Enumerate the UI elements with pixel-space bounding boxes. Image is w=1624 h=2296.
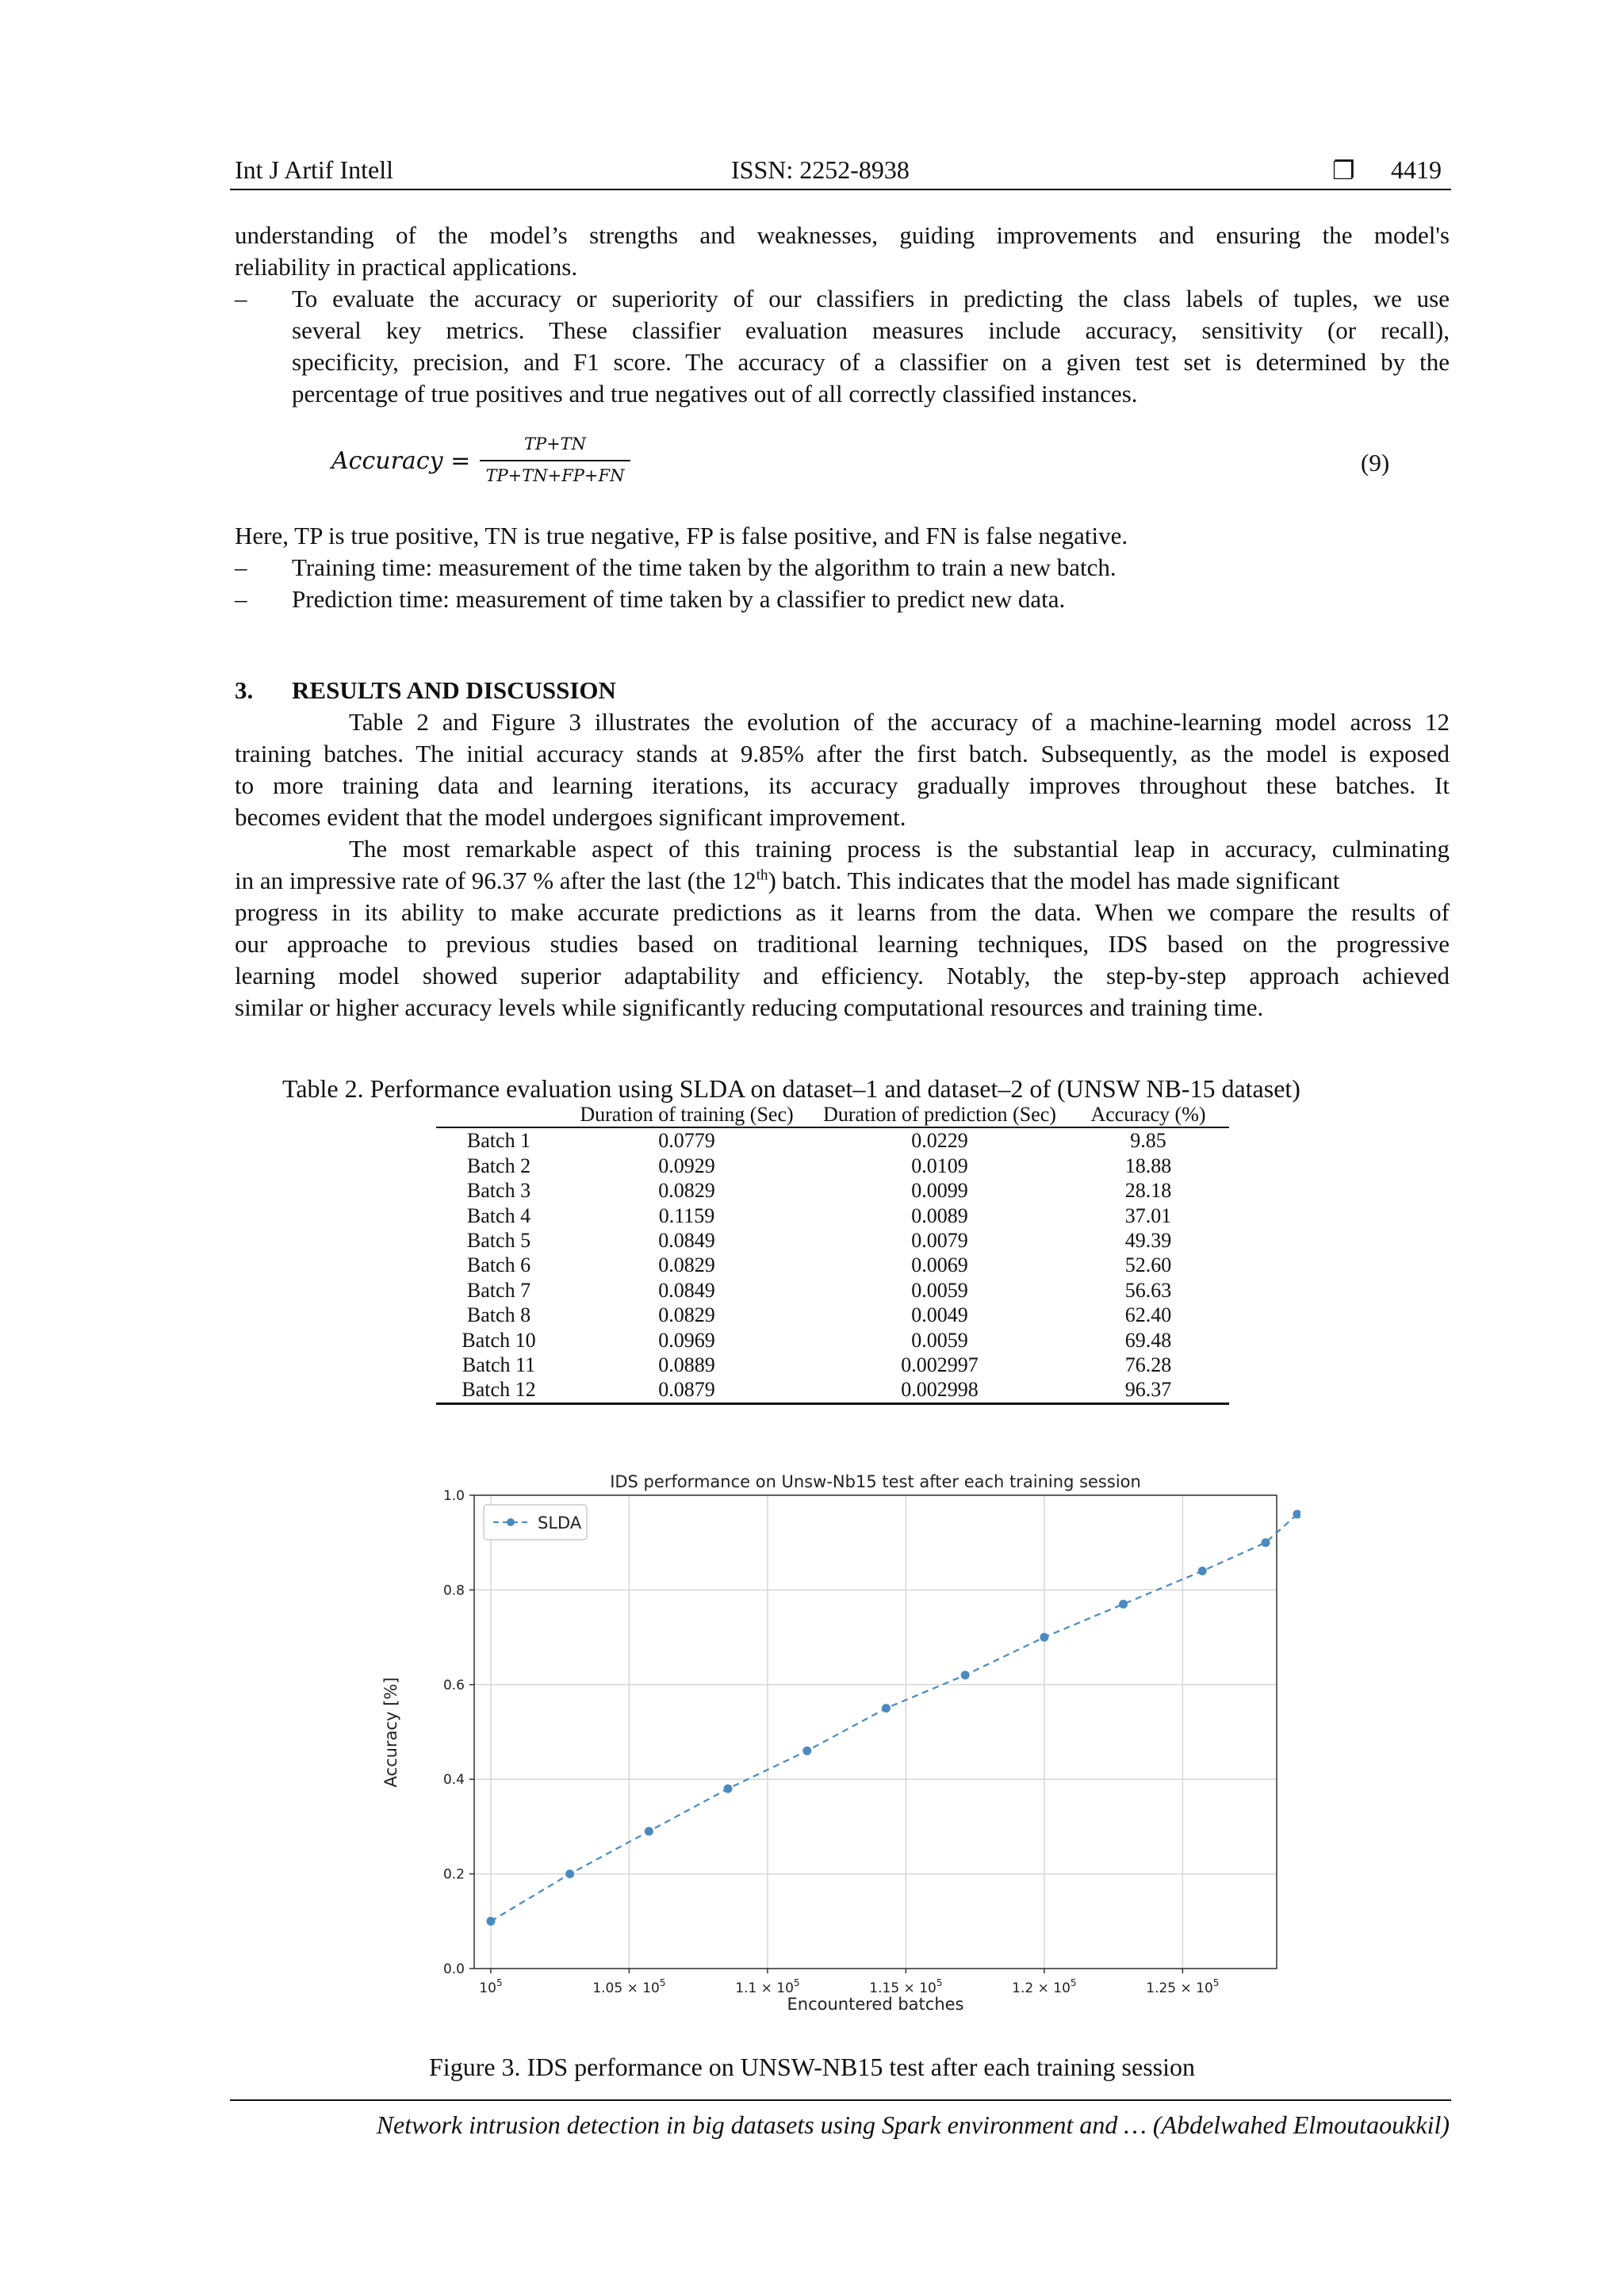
table-cell: 49.39 xyxy=(1124,1229,1172,1253)
x-tick-label xyxy=(735,1977,799,1996)
table-cell: 0.0829 xyxy=(658,1179,715,1203)
table-row xyxy=(436,1353,1229,1377)
table-cell: 0.0829 xyxy=(658,1303,715,1327)
intro-line: reliability in practical applications. xyxy=(235,253,578,281)
paragraph-line: The most remarkable aspect of this training process is the substantial leap in accuracy, culminating xyxy=(349,835,1450,863)
table-cell: Batch 2 xyxy=(466,1154,531,1177)
table-cell: 0.0889 xyxy=(658,1353,715,1377)
paragraph-line: similar or higher accuracy levels while significantly reducing computational resources and training time. xyxy=(235,993,1264,1021)
footer-rule xyxy=(230,2099,1451,2101)
table-row xyxy=(436,1303,1229,1327)
table-cell: 0.0059 xyxy=(911,1278,968,1302)
table-cell: 0.0929 xyxy=(658,1154,715,1177)
figure-caption: Figure 3. IDS performance on UNSW-NB15 test after each training session xyxy=(429,2053,1195,2081)
table-cell: Batch 3 xyxy=(466,1179,531,1203)
table-cell: 76.28 xyxy=(1124,1353,1172,1377)
y-tick-label: 0.2 xyxy=(442,1866,465,1883)
table-cell: 0.0229 xyxy=(911,1129,968,1153)
y-tick-label: 0.4 xyxy=(442,1772,465,1789)
grid-lines xyxy=(474,1495,1277,1969)
bullet-dash: – xyxy=(235,285,247,312)
x-tick-prefix: 1.1 × xyxy=(735,1980,777,1996)
table-cell: 0.0779 xyxy=(658,1129,715,1153)
table-row xyxy=(436,1203,1229,1228)
legend-marker xyxy=(507,1518,515,1526)
x-tick-exponent: 5 xyxy=(793,1977,800,1988)
data-point xyxy=(882,1704,891,1712)
here-text: Here, TP is true positive, TN is true negative, FP is false positive, and FN is false negative. xyxy=(235,522,1128,549)
x-tick-label xyxy=(1146,1977,1219,1996)
table-row xyxy=(436,1154,1229,1178)
table-cell: Batch 12 xyxy=(436,1377,561,1403)
table-caption: Table 2. Performance evaluation using SLDA on dataset–1 and dataset–2 of (UNSW NB-15 dataset) xyxy=(282,1074,1300,1103)
x-tick-exponent: 5 xyxy=(1070,1977,1077,1988)
table-row xyxy=(436,1178,1229,1203)
bullet-line: several key metrics. These classifier evaluation measures include accuracy, sensitivity (or recall), xyxy=(292,316,1450,344)
data-point xyxy=(645,1827,653,1835)
table-cell: Batch 1 xyxy=(466,1129,531,1153)
paragraph-line: to more training data and learning iterations, its accuracy gradually improves throughout these batches. It xyxy=(235,771,1450,799)
table-row xyxy=(436,1253,1229,1277)
equation-number: (9) xyxy=(1361,449,1390,476)
chart-title: IDS performance on Unsw-Nb15 test after each training session xyxy=(610,1472,1141,1491)
table-cell: Batch 5 xyxy=(466,1229,531,1253)
bullet-dash: – xyxy=(235,553,247,581)
axis-ticks xyxy=(443,1488,1219,1996)
table-cell: Batch 8 xyxy=(466,1303,531,1327)
text-run: in an impressive rate of 96.37 % after the last (the 12 xyxy=(235,867,756,894)
table-cell: 0.0059 xyxy=(911,1328,968,1352)
x-tick-base: 10 xyxy=(1053,1980,1071,1996)
y-axis-label: Accuracy [%] xyxy=(381,1677,400,1788)
table-cell: 0.0069 xyxy=(911,1253,968,1277)
table-cell: 0.0049 xyxy=(911,1303,968,1327)
table-cell: Batch 6 xyxy=(466,1253,531,1277)
paragraph-line: training batches. The initial accuracy stands at 9.85% after the first batch. Subsequently, as the model is exposed xyxy=(235,740,1450,767)
x-tick-prefix: 1.15 × xyxy=(869,1980,920,1996)
legend xyxy=(484,1505,587,1540)
x-tick-prefix: 1.25 × xyxy=(1146,1980,1197,1996)
table-cell: Batch 10 xyxy=(462,1328,536,1352)
x-tick-base: 10 xyxy=(919,1980,936,1996)
x-tick-prefix: 1.05 × xyxy=(592,1980,643,1996)
table-cell: 69.48 xyxy=(1124,1328,1172,1352)
x-tick-exponent: 5 xyxy=(1212,1977,1220,1988)
table-cell: 56.63 xyxy=(1124,1278,1172,1302)
paragraph-line: our approache to previous studies based on traditional learning techniques, IDS based on the progressive xyxy=(235,930,1450,958)
data-point xyxy=(565,1869,574,1878)
table-cell: 0.002998 xyxy=(812,1377,1067,1403)
journal-name: Int J Artif Intell xyxy=(235,155,393,184)
table-header-cell: Duration of prediction (Sec) xyxy=(812,1102,1067,1127)
fraction-bar xyxy=(480,460,630,461)
box-icon: ❐ xyxy=(1332,156,1355,185)
table-cell: 0.0099 xyxy=(911,1179,968,1203)
text-run: ) batch. This indicates that the model has made significant xyxy=(768,867,1340,894)
table-row xyxy=(436,1127,1229,1153)
page-number: 4419 xyxy=(1391,155,1442,184)
series-line xyxy=(491,1514,1297,1921)
table-cell: 0.002997 xyxy=(901,1353,979,1377)
table-cell: 28.18 xyxy=(1124,1179,1172,1203)
table-cell: 37.01 xyxy=(1124,1203,1172,1227)
accuracy-chart xyxy=(365,1459,1300,2030)
table-cell: 18.88 xyxy=(1124,1154,1172,1177)
table-cell: 0.0879 xyxy=(561,1377,812,1403)
data-point xyxy=(1198,1567,1207,1575)
table-cell: 0.1159 xyxy=(658,1203,715,1227)
bullet-dash: – xyxy=(235,585,247,613)
data-point xyxy=(1119,1600,1128,1609)
x-tick-exponent: 5 xyxy=(936,1977,943,1988)
intro-line: understanding of the model’s strengths and weaknesses, guiding improvements and ensuring the model's xyxy=(235,221,1450,249)
table-cell: 9.85 xyxy=(1130,1129,1166,1153)
table-row xyxy=(436,1228,1229,1253)
table-cell: Batch 11 xyxy=(462,1353,536,1377)
table-cell: 0.0109 xyxy=(911,1154,968,1177)
data-point xyxy=(802,1747,811,1755)
y-tick-label: 0.8 xyxy=(442,1582,465,1599)
x-tick-exponent: 5 xyxy=(659,1977,666,1988)
bullet-line: specificity, precision, and F1 score. The accuracy of a classifier on a given test set is determined by the xyxy=(292,348,1450,376)
table-cell: 0.0969 xyxy=(658,1328,715,1352)
series-slda xyxy=(486,1510,1300,1925)
table-row xyxy=(436,1377,1229,1403)
table-cell: 0.0849 xyxy=(658,1229,715,1253)
header-rule xyxy=(230,189,1451,190)
y-tick-label: 0.6 xyxy=(442,1677,465,1693)
superscript: th xyxy=(756,867,768,884)
plot-frame xyxy=(474,1495,1277,1969)
paragraph-line: learning model showed superior adaptability and efficiency. Notably, the step-by-step approach achieved xyxy=(235,962,1450,989)
paragraph-line: Table 2 and Figure 3 illustrates the evolution of the accuracy of a machine-learning model across 12 xyxy=(349,708,1450,736)
paragraph-line-with-sup xyxy=(235,865,1450,897)
x-tick-label xyxy=(869,1977,942,1996)
table-header-cell: Accuracy (%) xyxy=(1067,1102,1229,1127)
data-point xyxy=(961,1670,970,1679)
x-tick-prefix: 1.2 × xyxy=(1012,1980,1054,1996)
table-row xyxy=(436,1278,1229,1303)
data-point xyxy=(1262,1538,1270,1547)
x-tick-base: 10 xyxy=(776,1980,794,1996)
legend-label: SLDA xyxy=(538,1513,582,1533)
table-row xyxy=(436,1328,1229,1353)
bullet-line: Training time: measurement of the time taken by the algorithm to train a new batch. xyxy=(292,553,1116,581)
x-tick-base: 10 xyxy=(479,1980,496,1996)
section-title: RESULTS AND DISCUSSION xyxy=(292,676,616,704)
table-cell: 0.0829 xyxy=(658,1253,715,1277)
table-header-row xyxy=(436,1102,1229,1127)
table-cell: 52.60 xyxy=(1124,1253,1172,1277)
table-header-cell xyxy=(436,1102,561,1127)
x-axis-label: Encountered batches xyxy=(787,1995,964,2014)
footer-text: Network intrusion detection in big datasets using Spark environment and … (Abdelwahed Elmoutaoukkil) xyxy=(376,2110,1450,2139)
bullet-line: To evaluate the accuracy or superiority of our classifiers in predicting the class labels of tuples, we use xyxy=(292,285,1450,312)
data-point xyxy=(486,1917,495,1926)
table-cell: 96.37 xyxy=(1067,1377,1229,1403)
table-cell: 0.0089 xyxy=(911,1203,968,1227)
equation-numerator: TP+TN xyxy=(523,434,587,453)
data-point xyxy=(1040,1633,1048,1642)
table-cell: 0.0849 xyxy=(658,1278,715,1302)
table-header-cell: Duration of training (Sec) xyxy=(561,1102,812,1127)
table-cell: Batch 4 xyxy=(466,1203,531,1227)
bullet-line: Prediction time: measurement of time taken by a classifier to predict new data. xyxy=(292,585,1066,613)
data-point xyxy=(724,1785,733,1793)
table-cell: 62.40 xyxy=(1124,1303,1172,1327)
x-tick-exponent: 5 xyxy=(496,1977,503,1988)
paragraph-line: progress in its ability to make accurate predictions as it learns from the data. When we compare the results of xyxy=(235,898,1450,926)
bullet-line: percentage of true positives and true negatives out of all correctly classified instances. xyxy=(292,380,1138,408)
table-cell: 0.0079 xyxy=(911,1229,968,1253)
issn: ISSN: 2252-8938 xyxy=(731,155,910,184)
x-tick-label xyxy=(479,1977,502,1996)
x-tick-base: 10 xyxy=(1196,1980,1213,1996)
equation-denominator: TP+TN+FP+FN xyxy=(485,466,625,485)
x-tick-base: 10 xyxy=(642,1980,660,1996)
paragraph-line: becomes evident that the model undergoes significant improvement. xyxy=(235,803,906,831)
y-tick-label: 1.0 xyxy=(442,1488,465,1504)
y-tick-label: 0.0 xyxy=(442,1961,465,1977)
x-tick-label xyxy=(1012,1977,1076,1996)
table-cell: Batch 7 xyxy=(466,1278,531,1302)
section-number: 3. xyxy=(235,676,254,704)
x-tick-label xyxy=(592,1977,665,1996)
results-table xyxy=(436,1102,1229,1405)
equation-lhs: Accuracy = xyxy=(331,447,471,475)
